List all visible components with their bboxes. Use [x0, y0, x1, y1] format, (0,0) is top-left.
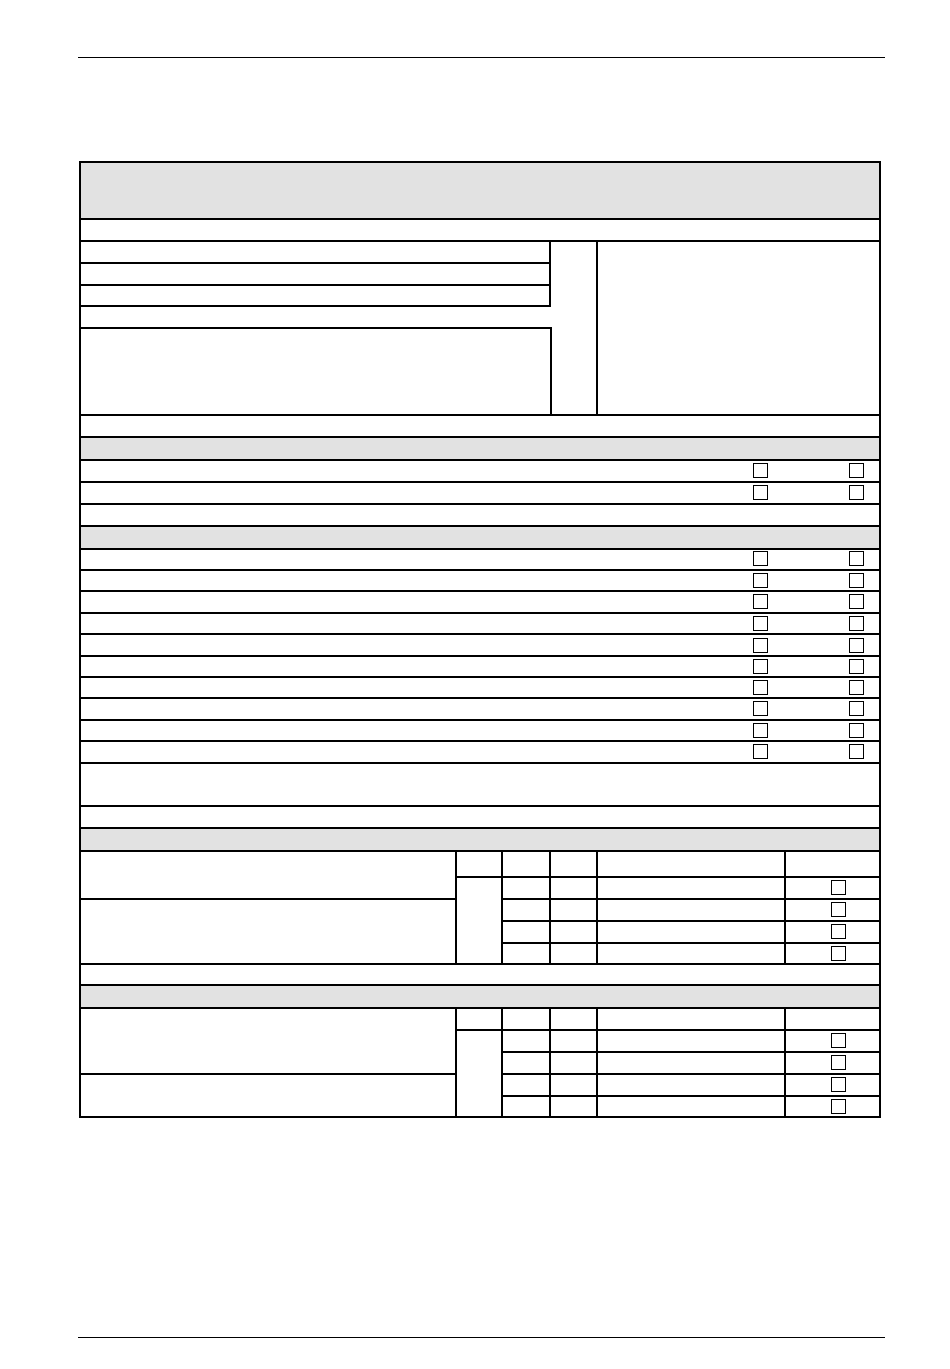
header-rule: [78, 57, 885, 58]
form-frame: [79, 161, 881, 1118]
footer-rule: [78, 1337, 885, 1338]
